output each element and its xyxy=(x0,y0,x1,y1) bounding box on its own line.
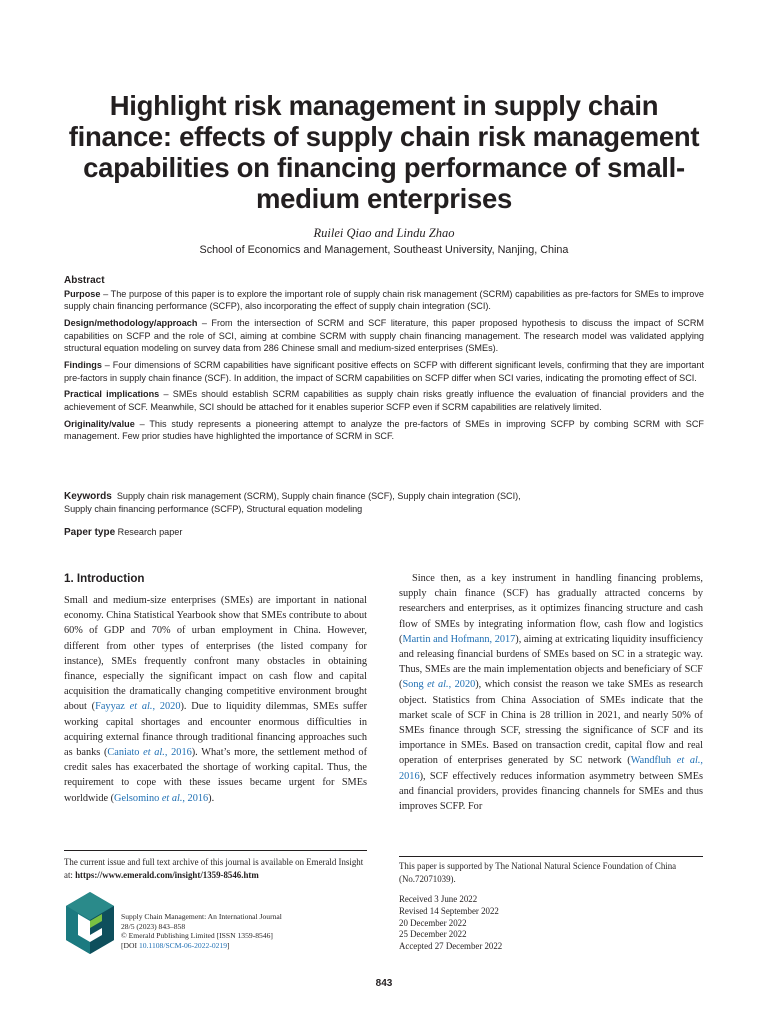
abstract-label: Findings xyxy=(64,359,102,370)
funding-note: This paper is supported by The National Natural Science Foundation of China (No.72071039). xyxy=(399,861,677,884)
paper-type-label: Paper type xyxy=(64,527,116,538)
doi-link[interactable]: 10.1108/SCM-06-2022-0219 xyxy=(138,940,228,950)
article-dates xyxy=(399,894,502,953)
authors: Ruilei Qiao and Lindu Zhao xyxy=(313,226,455,240)
date-received: Received 3 June 2022 xyxy=(399,894,478,904)
page-number: 843 xyxy=(375,978,393,989)
date-accepted: Accepted 27 December 2022 xyxy=(399,941,503,952)
abstract-text: – The purpose of this paper is to explore the important role of supply chain risk management (SCRM) capabilities as pre-factors for SMEs to improve supply chain financing performance (SCFP), also incorporating the effect of supply chain integration (SCI). xyxy=(64,288,704,312)
paper-type-value: Research paper xyxy=(117,527,183,537)
abstract-originality xyxy=(64,418,704,443)
abstract-text: – Four dimensions of SCRM capabilities have significant positive effects on SCFP with different significant levels, confirming that they are important pre-factors in supply chain finance (SCF). In addition, the impact of SCRM capabilities on SCFP differ when SCI varies, indicating the promoting effect of SCI. xyxy=(64,359,704,383)
abstract-label: Purpose xyxy=(64,288,101,299)
citation-link[interactable]: Martin and Hofmann, 2017 xyxy=(402,633,516,645)
body-column-left xyxy=(64,593,367,806)
paragraph xyxy=(64,593,367,806)
keywords-line-2: Supply chain financing performance (SCFP), Structural equation modeling xyxy=(64,504,363,515)
journal-copyright: © Emerald Publishing Limited [ISSN 1359-8546] xyxy=(121,931,273,941)
body-column-right xyxy=(399,571,703,814)
body-text: ), SCF effectively reduces information asymmetry between SMEs and financial providers, provides financing channels for SMEs and thus improves SCFP. For xyxy=(399,770,703,813)
abstract-design xyxy=(64,317,704,355)
date-revised: 20 December 2022 xyxy=(399,917,467,928)
body-text: ). Due to liquidity dilemmas, SMEs suffer working capital shortages and encounter enormous difficulties in acquiring external finance through traditional financing approaches such as banks ( xyxy=(64,701,367,759)
abstract xyxy=(64,275,704,447)
abstract-purpose xyxy=(64,288,704,313)
abstract-label: Practical implications xyxy=(64,389,160,400)
paper-type xyxy=(64,527,182,538)
abstract-implications xyxy=(64,388,704,413)
citation-link[interactable]: Song et al., 2020 xyxy=(402,679,476,691)
body-text: Small and medium-size enterprises (SMEs) are important in national economy. China Statistical Yearbook show that SMEs contribute to about 60% of GDP and 70% of urban employment in China. However, different from other types of enterprises (the listed company for instance), SMEs frequently confront many obstacles in obtaining finance, especially the significant impact on cash flow and capital acquisition the dramatically changing competitive environment brought about ( xyxy=(64,595,367,713)
abstract-text: – From the intersection of SCRM and SCF literature, this paper proposed hypothesis to discuss the impact of SCRM capabilities on SCFP and the role of SCI, aiming at combine SCRM with supply chain financing management. The research model was validated applying structural equation modeling on survey data from 286 Chinese small and medium-sized enterprises (SMEs). xyxy=(64,317,704,354)
abstract-heading: Abstract xyxy=(64,275,105,286)
paragraph xyxy=(399,571,703,814)
keywords-label: Keywords xyxy=(64,491,112,502)
citation-link[interactable]: Gelsomino et al., 2016 xyxy=(114,792,209,804)
body-text: ), which consist the reason we take SMEs as research object. Statistics from China Association of SMEs indicate that the market scale of SCF in China is 28 trillion in 2021, and nearly 50% of SMEs finance through SCF, stressing the significance of SCF and its importance in SMEs. Based on transaction credit, capital flow and real operation of enterprises generated by SC network ( xyxy=(399,679,703,767)
footnote-divider-right xyxy=(399,856,703,857)
citation-link[interactable]: Fayyaz et al., 2020 xyxy=(95,701,181,713)
paper-title: Highlight risk management in supply chain finance: effects of supply chain risk management capabilities on financing performance of small-medium enterprises xyxy=(68,90,700,214)
date-revised: Revised 14 September 2022 xyxy=(399,905,499,916)
date-revised: 25 December 2022 xyxy=(399,929,467,940)
abstract-text: – This study represents a pioneering attempt to analyze the pre-factors of SMEs in improving SCFP by combing SCRM with SCF management. Few prior studies have highlighted the importance of SCRM in SCF. xyxy=(64,418,704,442)
body-text: Since then, as a key instrument in handling financing problems, supply chain finance (SCF) has gradually attracted concerns by researchers and enterprises, as it optimizes financing structure and cash flow of SMEs by integrating information flow, cash flow and logistics ( xyxy=(399,573,703,645)
citation-link[interactable]: Wandfluh et al., 2016 xyxy=(399,755,703,782)
section-heading-introduction: 1. Introduction xyxy=(64,572,145,585)
keywords xyxy=(64,490,704,517)
emerald-logo-icon xyxy=(64,890,116,956)
body-text: ), aiming at extricating liquidity insufficiency and releasing financial burdens of SMEs based on SC in a strategic way. Thus, SMEs are the main implementation objects and beneficiary of SCF ( xyxy=(399,633,703,691)
journal-name: Supply Chain Management: An International Journal xyxy=(121,912,282,921)
keywords-line-1: Supply chain risk management (SCRM), Supply chain finance (SCF), Supply chain integration (SCI), xyxy=(116,491,521,501)
archive-text: The current issue and full text archive of this journal is available on Emerald Insight at: xyxy=(64,857,364,880)
citation-link[interactable]: Caniato et al., 2016 xyxy=(107,747,192,759)
journal-info xyxy=(121,912,282,950)
abstract-text: – SMEs should establish SCRM capabilities as supply chain risks greatly influence the evaluation of financial providers and the achievement of SCF. Meanwhile, SCI should be attached for it enables superior SCFP even if SCRM capabilities are relatively limited. xyxy=(64,389,704,412)
footnote-divider-left xyxy=(64,850,367,851)
body-text: ). xyxy=(208,792,215,804)
abstract-label: Originality/value xyxy=(64,418,135,429)
abstract-label: Design/methodology/approach xyxy=(64,317,198,328)
affiliation: School of Economics and Management, Southeast University, Nanjing, China xyxy=(199,244,569,256)
body-text: ). What’s more, the settlement method of credit sales has exacerbated the shortage of working capital. Thus, the requirement to cope with these issues became urgent for SMEs worldwide ( xyxy=(64,747,367,804)
archive-notice xyxy=(64,856,374,881)
journal-volume: 28/5 (2023) 843–858 xyxy=(121,921,186,931)
journal-doi: [DOI 10.1108/SCM-06-2022-0219] xyxy=(121,940,230,950)
abstract-findings xyxy=(64,359,704,384)
archive-link[interactable]: https://www.emerald.com/insight/1359-8546.htm xyxy=(75,869,259,880)
